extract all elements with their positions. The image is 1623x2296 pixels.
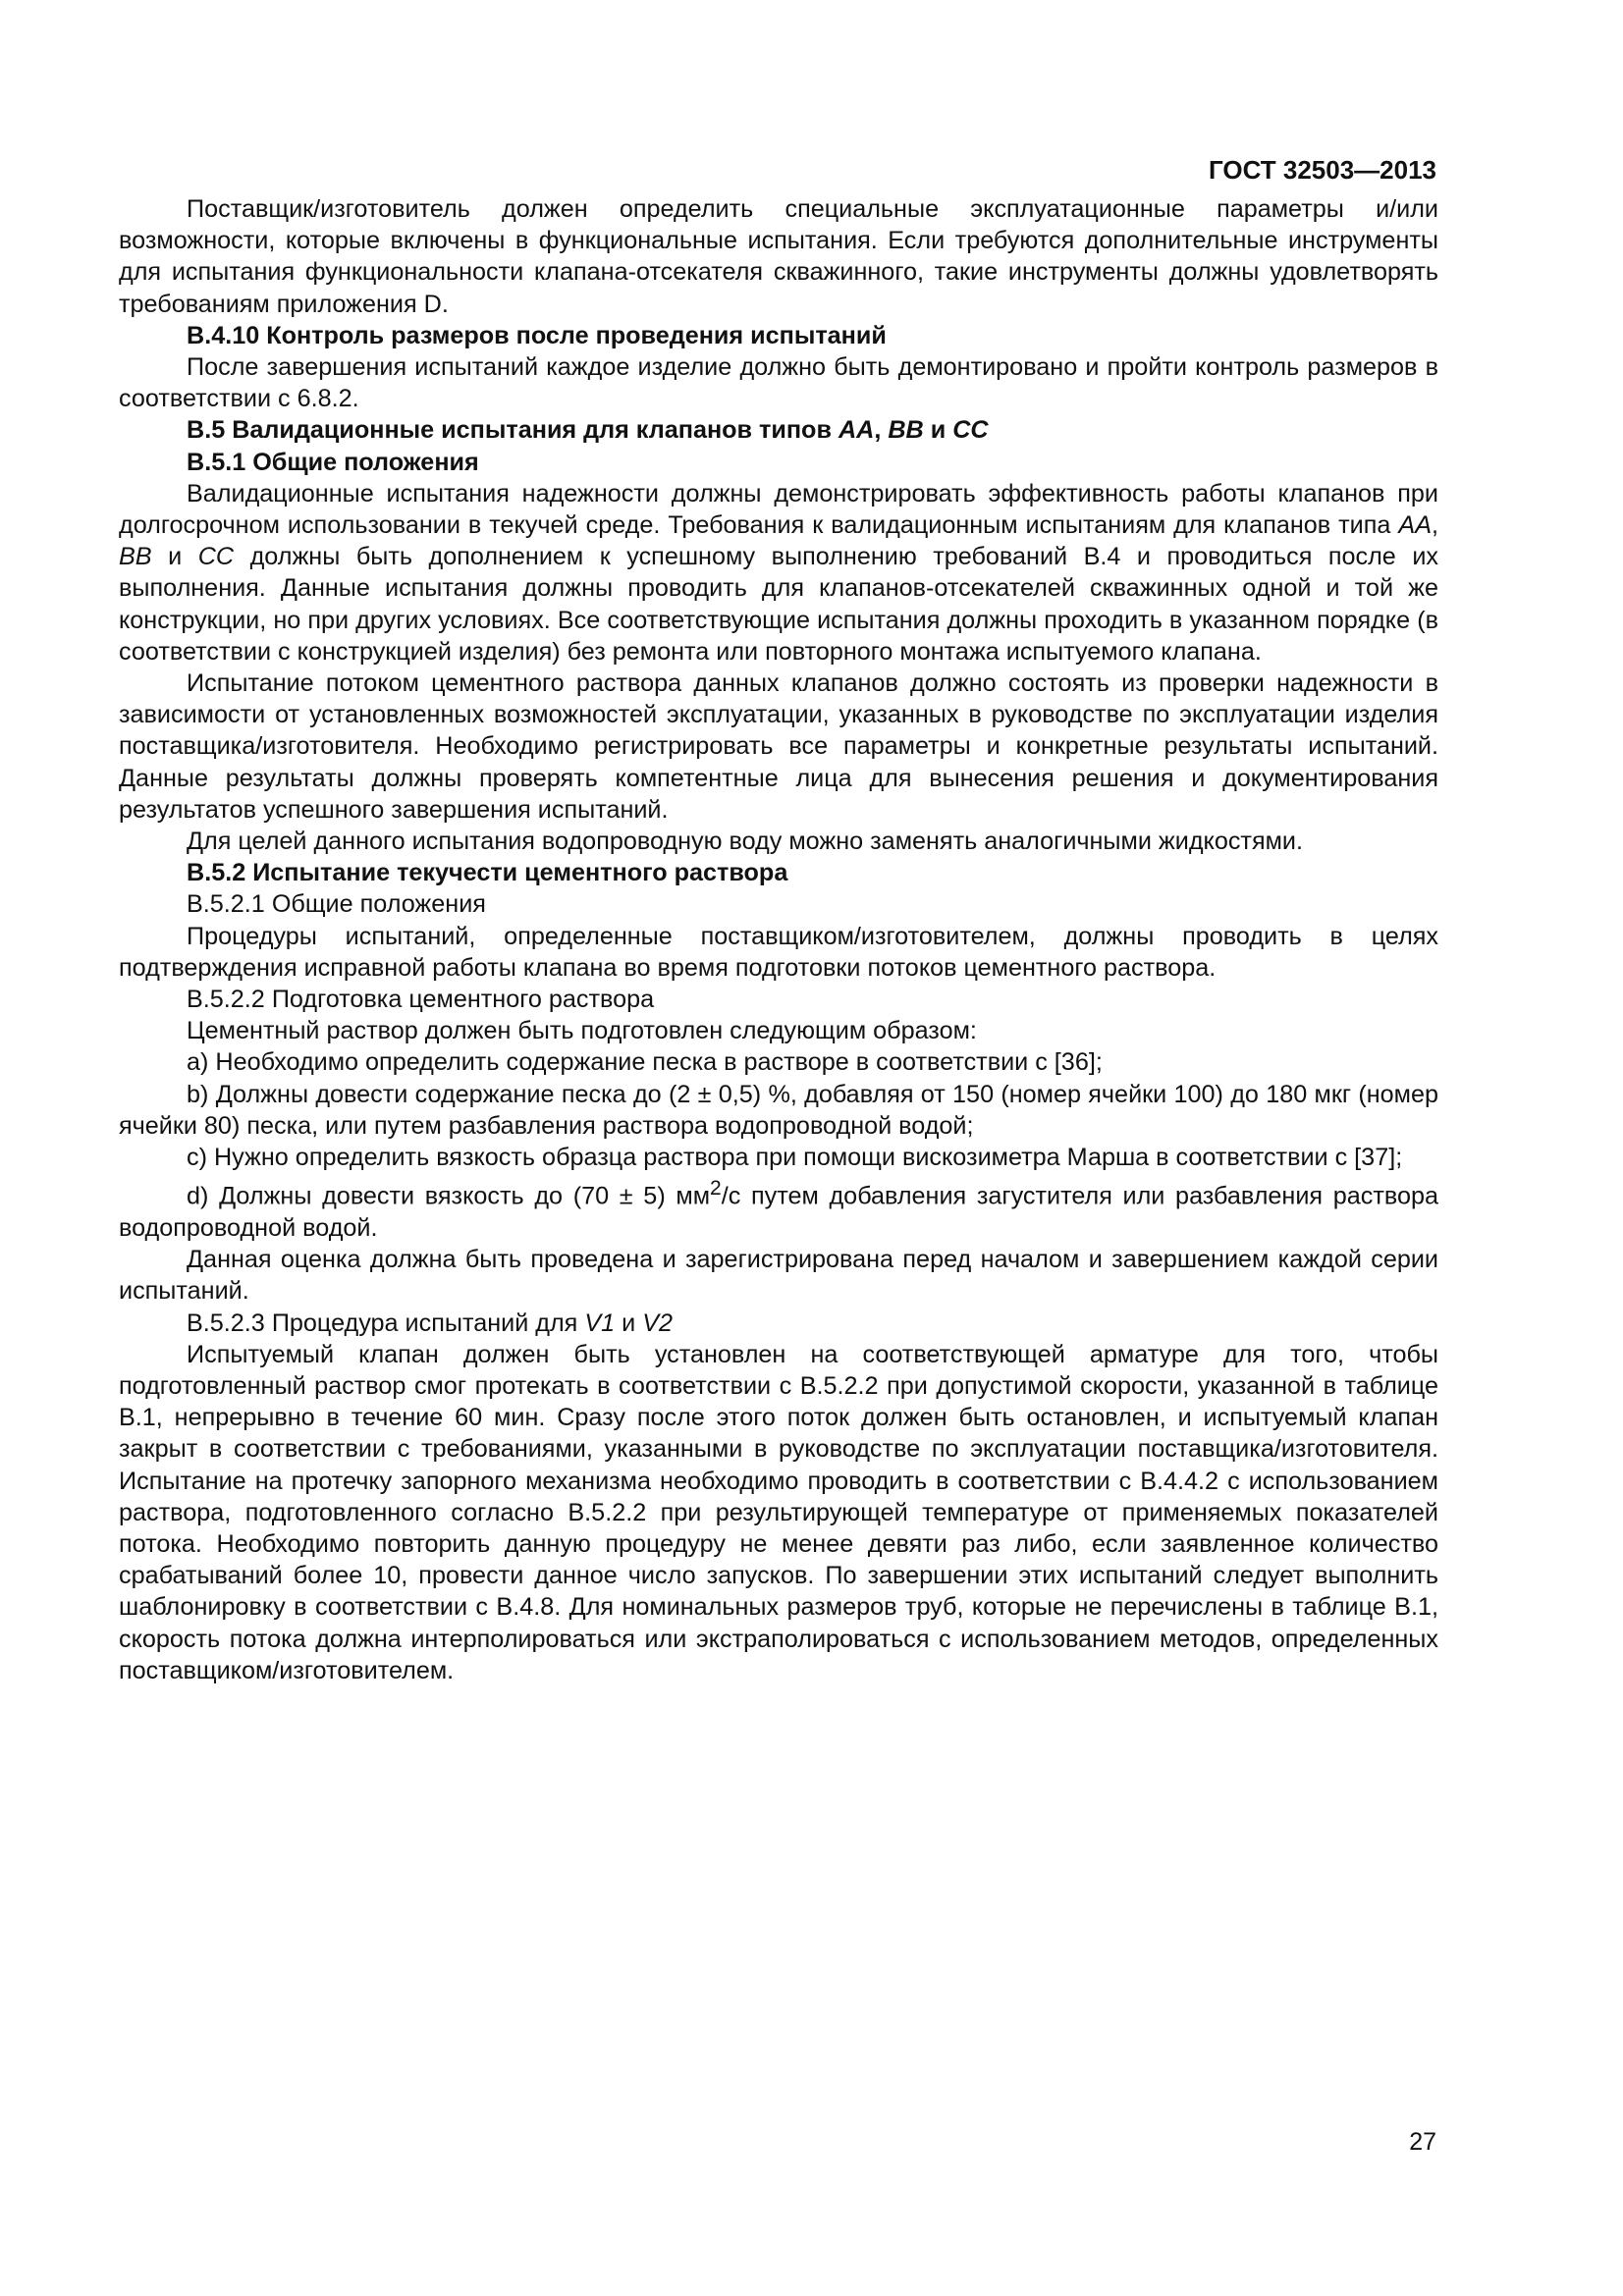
valve-type-cc: CC — [952, 416, 989, 445]
validation-text-1: Валидационные испытания надежности должны демонстрировать эффективность работы клапанов при долгосрочном использовании в текучей среде. Требования к валидационным испытаниям для клапанов типа — [119, 479, 1438, 540]
subheading-b-5-2-3 — [119, 1308, 1438, 1339]
heading-b-5-sep1: , — [874, 416, 889, 445]
validation-sep1: , — [1432, 511, 1438, 540]
heading-b-5 — [119, 414, 1438, 446]
paragraph-dimension-check: После завершения испытаний каждое изделие должно быть демонтировано и пройти контроль размеров в соответствии с 6.8.2. — [119, 353, 1438, 413]
paragraph-cement-flow-test: Испытание потоком цементного раствора данных клапанов должно состоять из проверки надежности в зависимости от установленных возможностей эксплуатации, указанных в руководстве по эксплуатации изделия поставщика/изготовителя. Необходимо регистрировать все параметры и конкретные результаты испытаний. Данные результаты должны проверять компетентные лица для вынесения решения и документирования результатов успешного завершения испытаний. — [119, 669, 1438, 824]
document-body — [119, 193, 1438, 1686]
subheading-b-5-2-2: B.5.2.2 Подготовка цементного раствора — [187, 986, 655, 1014]
validation-text-2: должны быть дополнением к успешному выполнению требований В.4 и проводиться после их выполнения. Данные испытания должны проводить для клапанов-отсекателей скважинных одной и той же конструкции, но при других условиях. Все соответствующие испытания должны проходить в указанном порядке (в соответствии с конструкцией изделия) без ремонта или повторного монтажа испытуемого клапана. — [119, 543, 1438, 666]
list-item-b: b) Должны довести содержание песка до (2 ± 0,5) %, добавляя от 150 (номер ячейки 100) до 180 мкг (номер ячейки 80) песка, или путем разбавления раствора водопроводной водой; — [119, 1080, 1438, 1140]
class-v1: V1 — [584, 1308, 616, 1337]
subheading-b-5-2-1: B.5.2.1 Общие положения — [187, 890, 486, 919]
valve-type-aa-inline: AA — [1398, 511, 1432, 540]
paragraph-test-procedures: Процедуры испытаний, определенные поставщиком/изготовителем, должны проводить в целях подтверждения исправной работы клапана во время подготовки потоков цементного раствора. — [119, 922, 1438, 982]
valve-type-aa: AA — [838, 416, 875, 445]
paragraph-test-valve-procedure: Испытуемый клапан должен быть установлен на соответствующей арматуре для того, чтобы подготовленный раствор смог протекать в соответствии с В.5.2.2 при допустимой скорости, указанной в таблице В.1, непрерывно в течение 60 мин. Сразу после этого поток должен быть остановлен, и испытуемый клапан закрыт в соответствии с требованиями, указанными в руководстве по эксплуатации поставщика/изготовителя. Испытание на протечку запорного механизма необходимо проводить в соответствии с В.4.4.2 с использованием раствора, подготовленного согласно В.5.2.2 при результирующей температуре от применяемых показателей потока. Необходимо повторить данную процедуру не менее девяти раз либо, если заявленное количество срабатываний более 10, провести данное число запусков. По завершении этих испытаний следует выполнить шаблонировку в соответствии с В.4.8. Для номинальных размеров труб, которые не перечислены в таблице В.1, скорость потока должна интерполироваться или экстраполироваться с использованием методов, определенных поставщиком/изготовителем. — [119, 1340, 1438, 1684]
superscript-2: 2 — [710, 1177, 722, 1201]
paragraph-validation-tests — [119, 478, 1438, 667]
valve-type-bb-inline: BB — [119, 543, 152, 571]
heading-b-4-10: B.4.10 Контроль размеров после проведения испытаний — [187, 321, 887, 349]
subheading-b-5-2-3-text: B.5.2.3 Процедура испытаний для — [187, 1308, 585, 1337]
valve-type-bb: BB — [888, 416, 924, 445]
list-item-c: c) Нужно определить вязкость образца раствора при помощи вискозиметра Марша в соответствии с [37]; — [187, 1144, 1403, 1172]
heading-b-5-2: B.5.2 Испытание текучести цементного раствора — [187, 859, 788, 887]
list-item-d-text-1: d) Должны довести вязкость до (70 ± 5) мм — [187, 1182, 711, 1210]
paragraph-cement-prep-intro: Цементный раствор должен быть подготовлен следующим образом: — [187, 1017, 977, 1045]
subheading-b-5-2-3-sep: и — [615, 1308, 643, 1337]
list-item-d-text-2: /с путем добавления загустителя или разбавления раствора водопроводной водой. — [119, 1182, 1438, 1242]
standard-header: ГОСТ 32503—2013 — [1209, 155, 1436, 185]
list-item-a: a) Необходимо определить содержание песка в растворе в соответствии с [36]; — [187, 1048, 1103, 1077]
heading-b-5-sep2: и — [923, 416, 953, 445]
paragraph-supplier-parameters: Поставщик/изготовитель должен определить специальные эксплуатационные параметры и/или возможности, которые включены в функциональные испытания. Если требуются дополнительные инструменты для испытания функциональности клапана-отсекателя скважинного, такие инструменты должны удовлетворять требованиям приложения D. — [119, 195, 1438, 318]
class-v2: V2 — [642, 1308, 674, 1337]
valve-type-cc-inline: CC — [197, 543, 235, 571]
paragraph-evaluation: Данная оценка должна быть проведена и зарегистрирована перед началом и завершением каждой серии испытаний. — [119, 1246, 1438, 1306]
list-item-d — [119, 1173, 1438, 1244]
paragraph-water-substitute: Для целей данного испытания водопроводную воду можно заменять аналогичными жидкостями. — [187, 828, 1303, 856]
heading-b-5-text: B.5 Валидационные испытания для клапанов типов — [187, 416, 839, 445]
heading-b-5-1: B.5.1 Общие положения — [187, 448, 479, 476]
validation-sep2: и — [151, 543, 198, 571]
page-number: 27 — [1409, 2128, 1436, 2156]
